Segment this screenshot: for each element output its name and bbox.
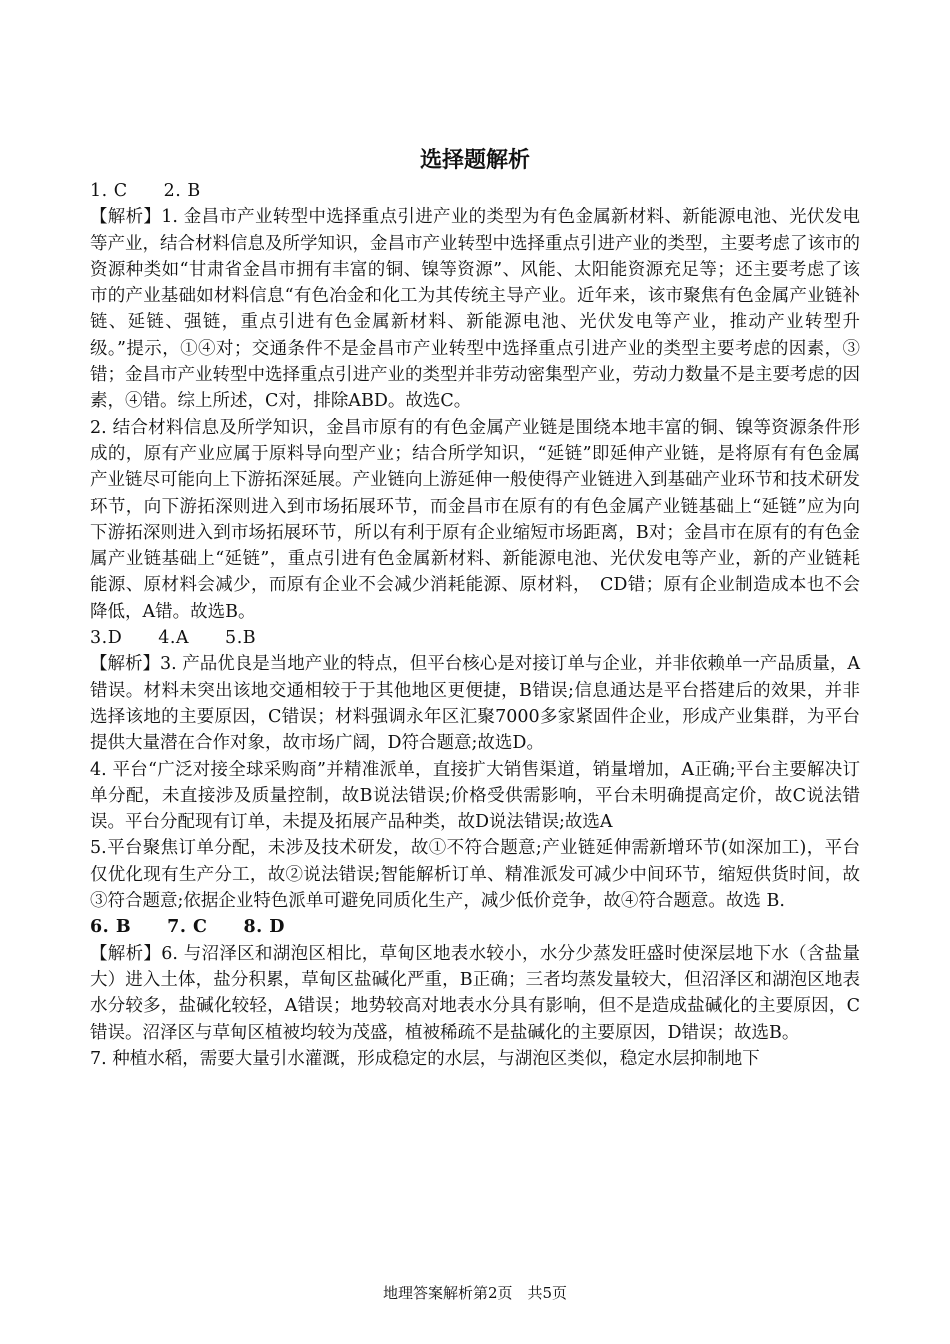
analysis-paragraph-4: 4. 平台“广泛对接全球采购商”并精准派单，直接扩大销售渠道，销量增加，A正确;平台主要解决订单分配，未直接涉及质量控制，故B说法错误;价格受供需影响，平台未明确提高定价，故C说法错误。平台分配现有订单，未提及拓展产品种类，故D说法错误;故选A xyxy=(90,759,860,833)
answer-line-6-8: 6. B 7. C 8. D xyxy=(90,917,285,938)
answer-line-1-2: 1. C 2. B xyxy=(90,181,201,201)
analysis-paragraph-7: 7. 种植水稻，需要大量引水灌溉，形成稳定的水层，与湖泡区类似，稳定水层抑制地下 xyxy=(90,1048,760,1069)
page-title: 选择题解析 xyxy=(419,148,530,173)
analysis-paragraph-6: 【解析】6. 与沼泽区和湖泡区相比，草甸区地表水较小，水分少蒸发旺盛时使深层地下水（含盐量大）进入土体，盐分积累，草甸区盐碱化严重，B正确；三者均蒸发量较大，但沼泽区和湖泡区地表水分较多，盐碱化较轻，A错误；地势较高对地表水分具有影响，但不是造成盐碱化的主要原因，C错误。沼泽区与草甸区植被均较为茂盛，植被稀疏不是盐碱化的主要原因，D错误；故选B。 xyxy=(90,943,860,1043)
analysis-paragraph-2: 2. 结合材料信息及所学知识，金昌市原有的有色金属产业链是围绕本地丰富的铜、镍等资源条件形成的，原有产业应属于原料导向型产业；结合所学知识，“延链”即延伸产业链，是将原有有色金属产业链尽可能向上下游拓深延展。产业链向上游延伸一般使得产业链进入到基础产业环节和技术研发环节，向下游拓深则进入到市场拓展环节，而金昌市在原有的有色金属产业链基础上“延链”应为向下游拓深则进入到市场拓展环节，所以有利于原有企业缩短市场距离，B对；金昌市在原有的有色金属产业链基础上“延链”，重点引进有色金属新材料、新能源电池、光伏发电等产业，新的产业链耗能源、原材料会减少，而原有企业不会减少消耗能源、原材料， CD错；原有企业制造成本也不会降低，A错。故选B。 xyxy=(90,417,860,622)
page-footer: 地理答案解析第2页 共5页 xyxy=(382,1284,568,1302)
analysis-paragraph-3: 【解析】3. 产品优良是当地产业的特点，但平台核心是对接订单与企业，并非依赖单一产品质量，A错误。材料未突出该地交通相较于于其他地区更便捷，B错误;信息通达是平台搭建后的效果，并非选择该地的主要原因，C错误；材料强调永年区汇聚7000多家紧固件企业，形成产业集群，为平台提供大量潜在合作对象，故市场广阔，D符合题意;故选D。 xyxy=(90,654,860,754)
analysis-paragraph-5: 5.平台聚焦订单分配，未涉及技术研发，故①不符合题意;产业链延伸需新增环节(如深加工)，平台仅优化现有生产分工，故②说法错误;智能解析订单、精准派发可减少中间环节，缩短供货时间，故③符合题意;依据企业特色派单可避免同质化生产，减少低价竞争，故④符合题意。故选 B. xyxy=(90,838,860,912)
page-content xyxy=(90,146,860,1072)
answer-line-3-5: 3.D 4.A 5.B xyxy=(90,628,257,649)
analysis-paragraph-1: 【解析】1. 金昌市产业转型中选择重点引进产业的类型为有色金属新材料、新能源电池、光伏发电等产业，结合材料信息及所学知识，金昌市产业转型中选择重点引进产业的类型，主要考虑了该市的资源种类如“甘肃省金昌市拥有丰富的铜、镍等资源”、风能、太阳能资源充足等；还主要考虑了该市的产业基础如材料信息“有色冶金和化工为其传统主导产业。近年来，该市聚焦有色金属产业链补链、延链、强链，重点引进有色金属新材料、新能源电池、光伏发电等产业，推动产业转型升级。”提示，①④对；交通条件不是金昌市产业转型中选择重点引进产业的类型主要考虑的因素，③错；金昌市产业转型中选择重点引进产业的类型并非劳动密集型产业，劳动力数量不是主要考虑的因素，④错。综上所述，C对，排除ABD。故选C。 xyxy=(90,207,860,412)
